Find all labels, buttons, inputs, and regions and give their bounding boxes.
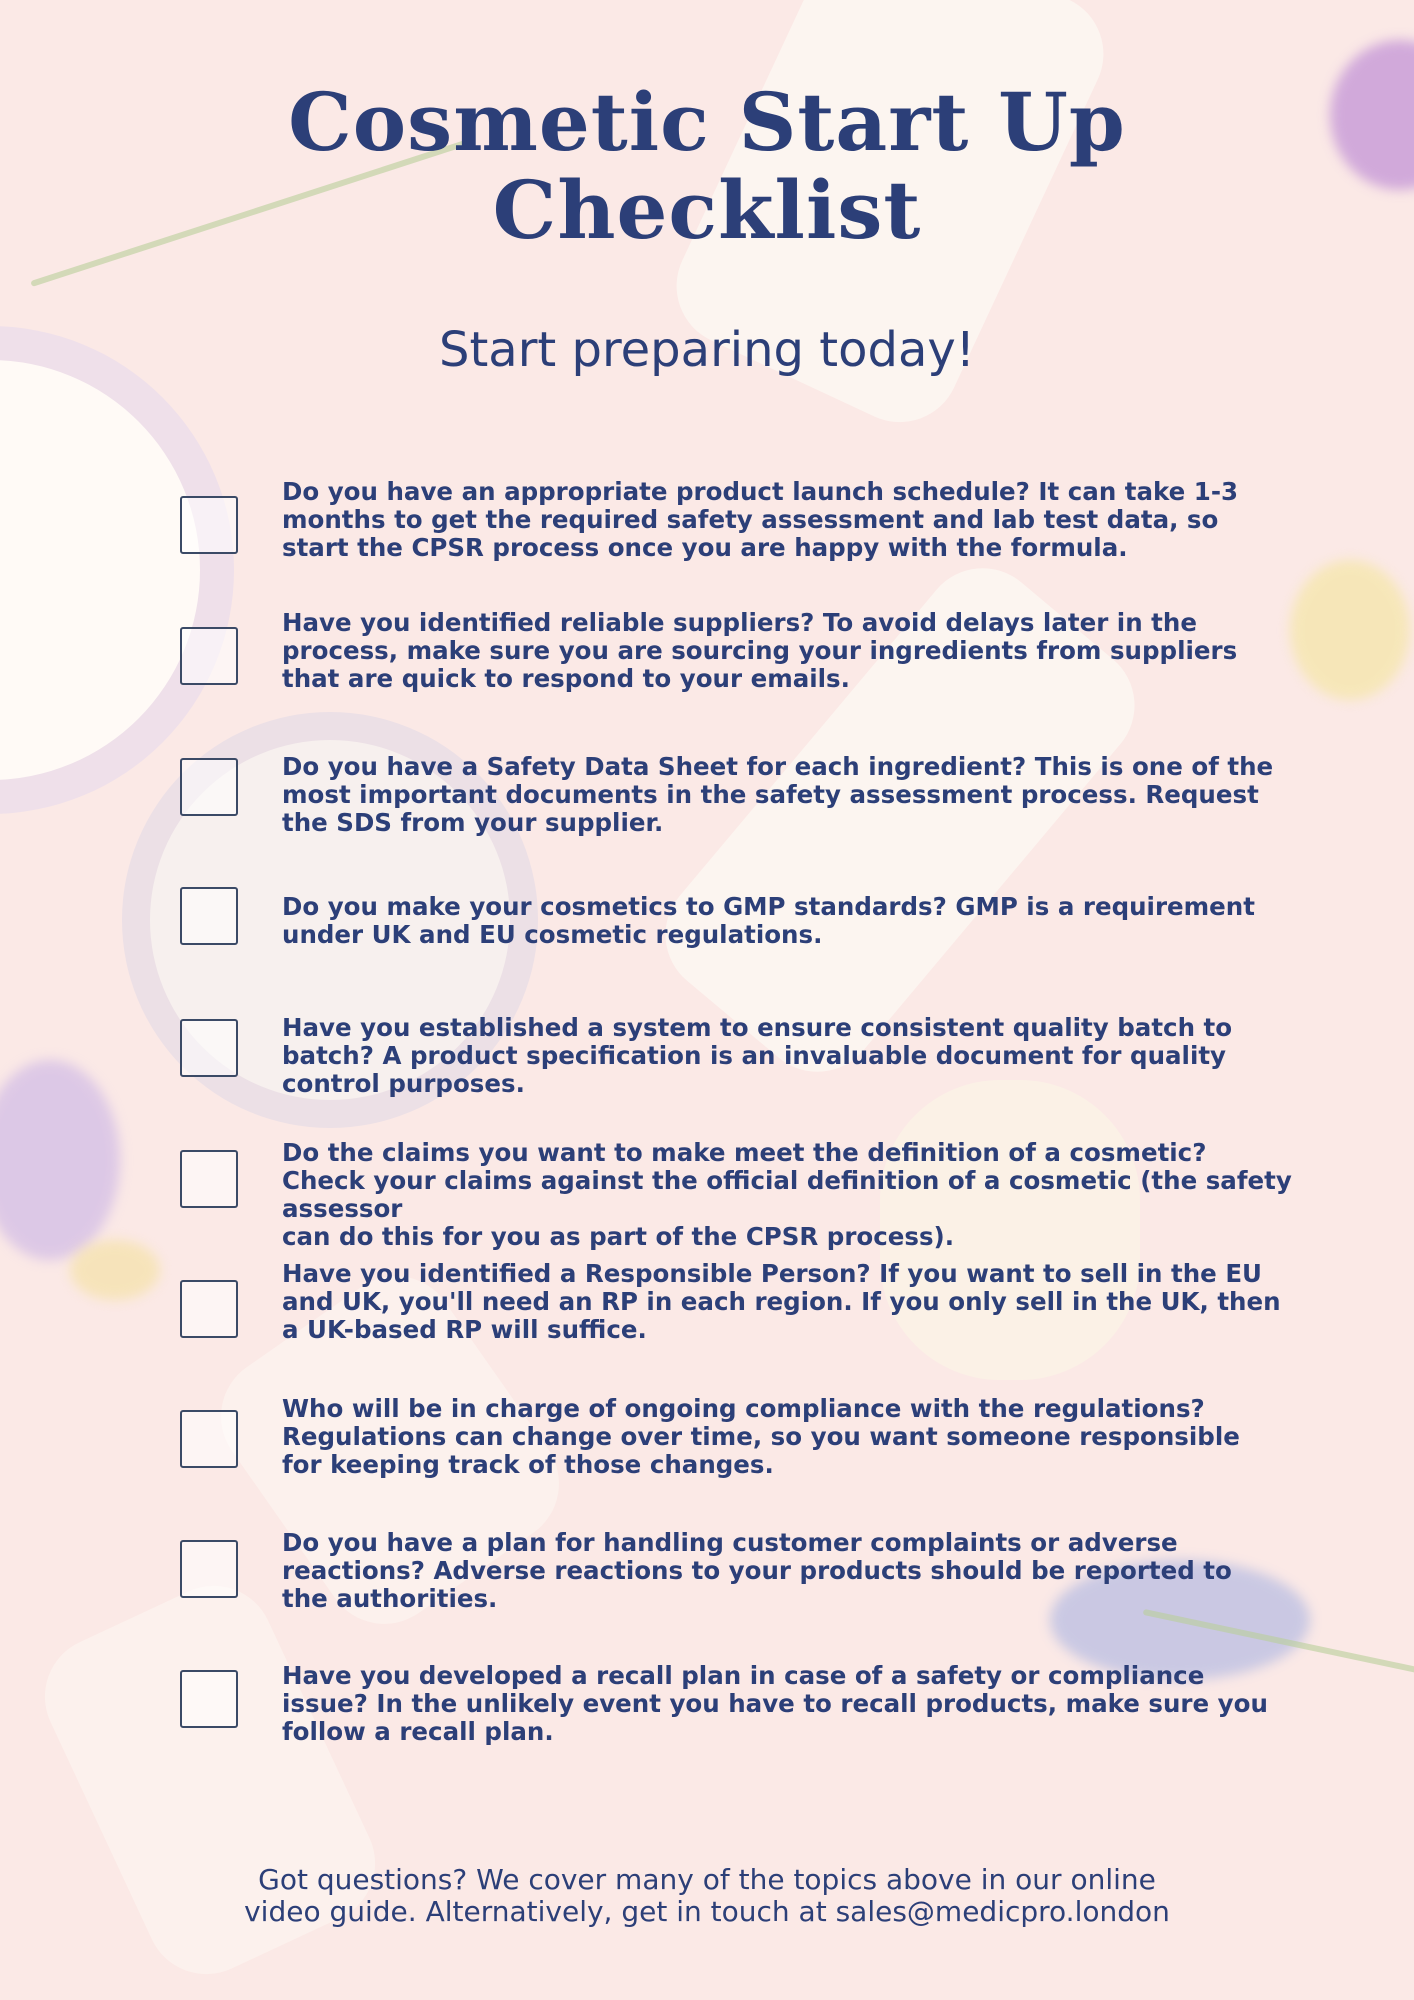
checklist-item-text: Who will be in charge of ongoing compliance with the regulations? Regulations can change over time, so you want someone responsible for keeping track of those changes. xyxy=(282,1394,1240,1479)
checklist-item xyxy=(180,1529,1414,1639)
checkbox[interactable] xyxy=(180,1670,238,1728)
checklist-item xyxy=(180,1662,1414,1772)
checkbox[interactable] xyxy=(180,1019,238,1077)
checklist-item-text: Do you have an appropriate product launch schedule? It can take 1-3 months to get the required safety assessment and lab test data, so start the CPSR process once you are happy with the formula. xyxy=(282,477,1239,562)
checkbox[interactable] xyxy=(180,1150,238,1208)
checklist-item xyxy=(180,753,1414,863)
checklist-item xyxy=(180,893,1414,1003)
checklist-item xyxy=(180,478,1414,588)
page-title xyxy=(0,75,1414,257)
checklist-item-text: Do the claims you want to make meet the definition of a cosmetic? Check your claims against the official definition of a cosmetic (the safety assessor can do this for you as part of the CPSR process). xyxy=(282,1138,1292,1251)
checkbox[interactable] xyxy=(180,1410,238,1468)
checklist-item xyxy=(180,1139,1414,1249)
checkbox[interactable] xyxy=(180,758,238,816)
checklist-item xyxy=(180,1395,1414,1505)
checkbox[interactable] xyxy=(180,627,238,685)
checklist-item-text: Have you established a system to ensure consistent quality batch to batch? A product specification is an invaluable document for quality control purposes. xyxy=(282,1013,1233,1098)
checkbox[interactable] xyxy=(180,1540,238,1598)
checklist-item xyxy=(180,609,1414,719)
checklist-item-text: Have you developed a recall plan in case of a safety or compliance issue? In the unlikely event you have to recall products, make sure you follow a recall plan. xyxy=(282,1661,1268,1746)
checklist-item xyxy=(180,1014,1414,1124)
checklist-item-text: Have you identified reliable suppliers? To avoid delays later in the process, make sure you are sourcing your ingredients from suppliers that are quick to respond to your emails. xyxy=(282,608,1238,693)
title-line-1: Cosmetic Start Up xyxy=(288,75,1126,169)
checklist-item-text: Do you have a Safety Data Sheet for each ingredient? This is one of the most important documents in the safety assessment process. Request the SDS from your supplier. xyxy=(282,752,1274,837)
checklist-item xyxy=(180,1260,1414,1370)
checklist-item-text: Have you identified a Responsible Person? If you want to sell in the EU and UK, you'll need an RP in each region. If you only sell in the UK, then a UK-based RP will suffice. xyxy=(282,1259,1281,1344)
subtitle: Start preparing today! xyxy=(438,322,975,378)
checkbox[interactable] xyxy=(180,887,238,945)
footer-note: Got questions? We cover many of the topics above in our online video guide. Alternatively, get in touch at sales@medicpro.london xyxy=(244,1863,1170,1928)
checkbox[interactable] xyxy=(180,1280,238,1338)
checklist-item-text: Do you make your cosmetics to GMP standards? GMP is a requirement under UK and EU cosmetic regulations. xyxy=(282,892,1255,949)
checklist-item-text: Do you have a plan for handling customer complaints or adverse reactions? Adverse reactions to your products should be reported to the authorities. xyxy=(282,1528,1232,1613)
title-line-2: Checklist xyxy=(492,163,922,257)
checkbox[interactable] xyxy=(180,496,238,554)
